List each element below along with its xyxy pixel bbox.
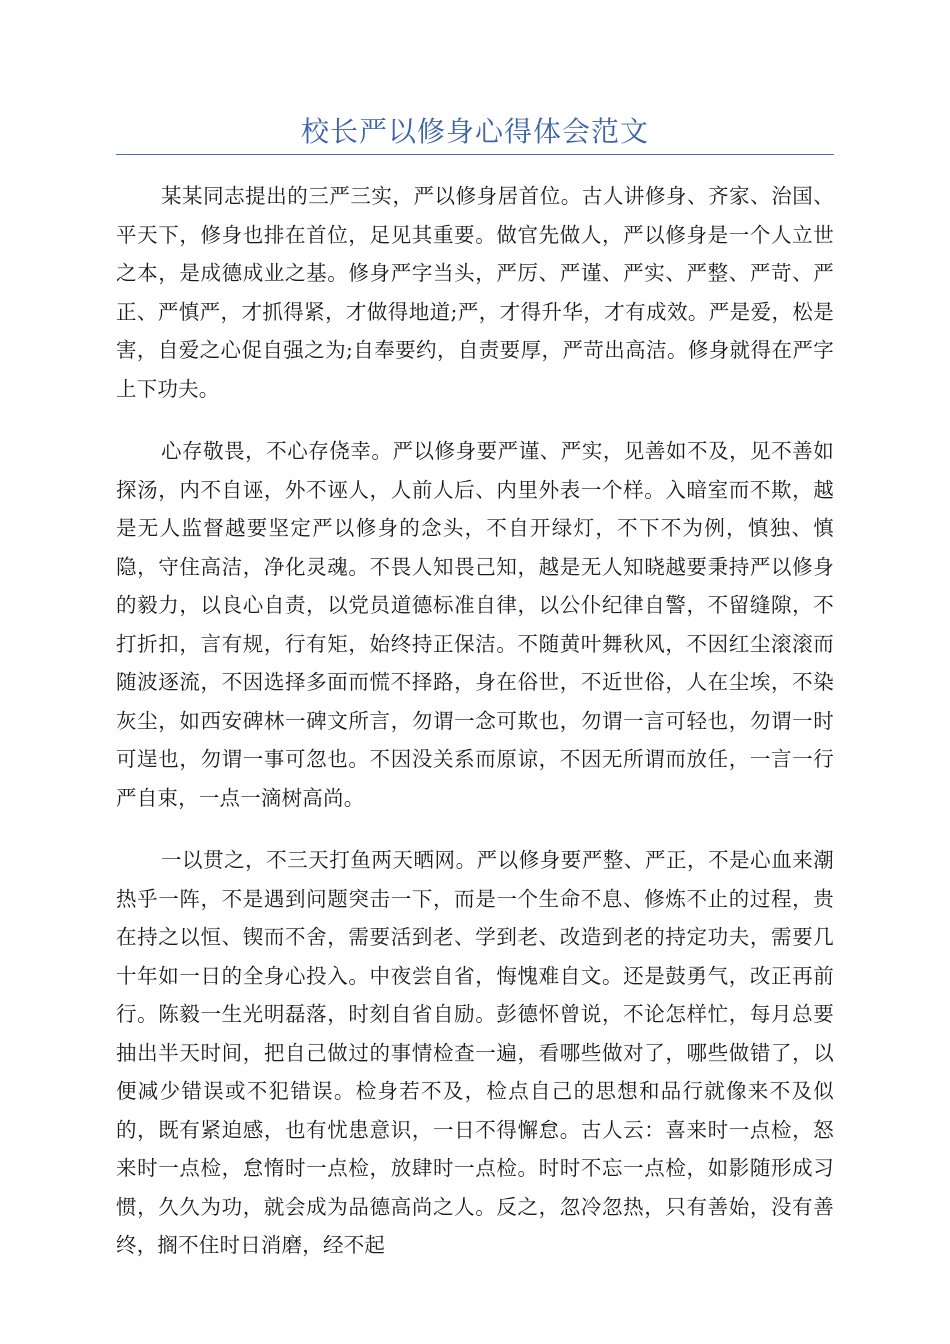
paragraph-3: 一以贯之，不三天打鱼两天晒网。严以修身要严整、严正，不是心血来潮热乎一阵，不是遇到问题突击一下，而是一个生命不息、修炼不止的过程，贵在持之以恒、锲而不舍，需要活到老、学到老、改造到老的持定功夫，需要几十年如一日的全身心投入。中夜尝自省，悔愧难自文。还是鼓勇气，改正再前行。陈毅一生光明磊落，时刻自省自励。彭德怀曾说，不论怎样忙，每月总要抽出半天时间，把自己做过的事情检查一遍，看哪些做对了，哪些做错了，以便减少错误或不犯错误。检身若不及，检点自己的思想和品行就像来不及似的，既有紧迫感，也有忧患意识，一日不得懈怠。古人云：喜来时一点检，怒来时一点检，怠惰时一点检，放肆时一点检。时时不忘一点检，如影随形成习惯，久久为功，就会成为品德高尚之人。反之，忽冷忽热，只有善始，没有善终，搁不住时日消磨，经不起 [116, 848, 834, 1257]
document-title: 校长严以修身心得体会范文 [300, 115, 649, 148]
paragraph-2: 心存敬畏，不心存侥幸。严以修身要严谨、严实，见善如不及，见不善如探汤，内不自诬，外不诬人，人前人后、内里外表一个样。入暗室而不欺，越是无人监督越要坚定严以修身的念头，不自开绿灯，不下不为例，慎独、慎隐，守住高洁，净化灵魂。不畏人知畏己知，越是无人知晓越要秉持严以修身的毅力，以良心自责，以党员道德标准自律，以公仆纪律自警，不留缝隙，不打折扣，言有规，行有矩，始终持正保洁。不随黄叶舞秋风，不因红尘滚滚而随波逐流，不因选择多面而慌不择路，身在俗世，不近世俗，人在尘埃，不染灰尘，如西安碑林一碑文所言，勿谓一念可欺也，勿谓一言可轻也，勿谓一时可逞也，勿谓一事可忽也。不因没关系而原谅，不因无所谓而放任，一言一行严自束，一点一滴树高尚。 [116, 439, 834, 810]
paragraph-1: 某某同志提出的三严三实，严以修身居首位。古人讲修身、齐家、治国、平天下，修身也排在首位，足见其重要。做官先做人，严以修身是一个人立世之本，是成德成业之基。修身严字当头，严厉、严谨、严实、严整、严苛、严正、严慎严，才抓得紧，才做得地道;严，才得升华，才有成效。严是爱，松是害，自爱之心促自强之为;自奉要约，自责要厚，严苛出高洁。修身就得在严字上下功夫。 [116, 184, 834, 401]
document-body [116, 177, 834, 1289]
title-underline [116, 154, 834, 155]
